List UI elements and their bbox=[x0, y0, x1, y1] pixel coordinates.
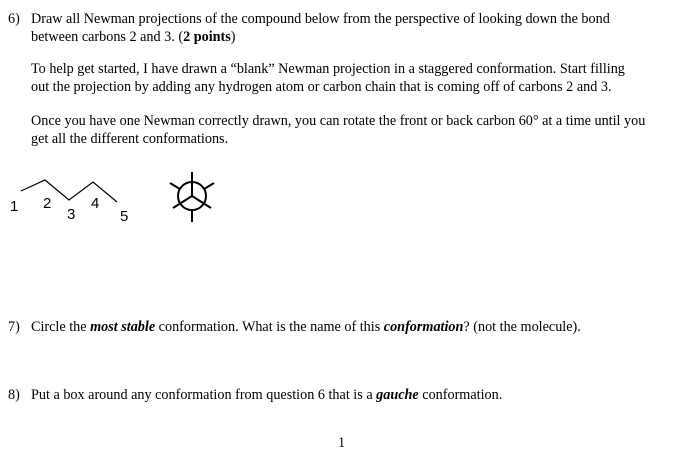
carbon-label-3: 3 bbox=[67, 206, 76, 223]
question-6-points: 2 points bbox=[183, 29, 231, 45]
instructions-line-2: out the projection by adding any hydrogen atom or carbon chain that is coming off of carbons 2 and 3. bbox=[31, 79, 612, 95]
pentane-skeletal-structure bbox=[0, 170, 140, 230]
question-6-number: 6) bbox=[8, 11, 20, 27]
question-6-line-2-text: between carbons 2 and 3. ( bbox=[31, 29, 184, 45]
carbon-label-1: 1 bbox=[10, 198, 19, 215]
carbon-chain-bonds bbox=[21, 180, 117, 202]
page-number: 1 bbox=[338, 435, 346, 451]
carbon-label-5: 5 bbox=[120, 208, 129, 225]
carbon-label-2: 2 bbox=[43, 195, 52, 212]
gauche-emphasis: gauche bbox=[376, 387, 419, 403]
question-7-text bbox=[31, 318, 581, 336]
question-8-text-start: Put a box around any conformation from question 6 that is a bbox=[31, 387, 377, 403]
question-6-line-2-close: ) bbox=[230, 29, 236, 45]
most-stable-emphasis: most stable bbox=[90, 319, 156, 335]
question-8-number: 8) bbox=[8, 387, 20, 403]
blank-newman-projection bbox=[160, 164, 224, 228]
rotation-note-line-1: Once you have one Newman correctly drawn, you can rotate the front or back carbon 60° at a time until you bbox=[31, 113, 646, 129]
carbon-label-4: 4 bbox=[91, 195, 100, 212]
question-7-text-middle: conformation. What is the name of this bbox=[155, 319, 384, 335]
conformation-emphasis: conformation bbox=[383, 319, 464, 335]
question-8-text-end: conformation. bbox=[418, 387, 503, 403]
question-6-line-1: Draw all Newman projections of the compound below from the perspective of looking down the bond bbox=[31, 11, 610, 27]
back-bond-upper-left bbox=[170, 183, 180, 189]
instructions-line-1: To help get started, I have drawn a “blank” Newman projection in a staggered conformation. Start filling bbox=[31, 61, 625, 77]
question-7-text-start: Circle the bbox=[31, 319, 91, 335]
question-7-text-end: ? (not the molecule). bbox=[463, 319, 581, 335]
question-8-text bbox=[31, 386, 502, 404]
rotation-note-line-2: get all the different conformations. bbox=[31, 131, 229, 147]
question-6-line-2 bbox=[31, 28, 236, 46]
back-bond-upper-right bbox=[204, 183, 214, 189]
question-7-number: 7) bbox=[8, 319, 20, 335]
